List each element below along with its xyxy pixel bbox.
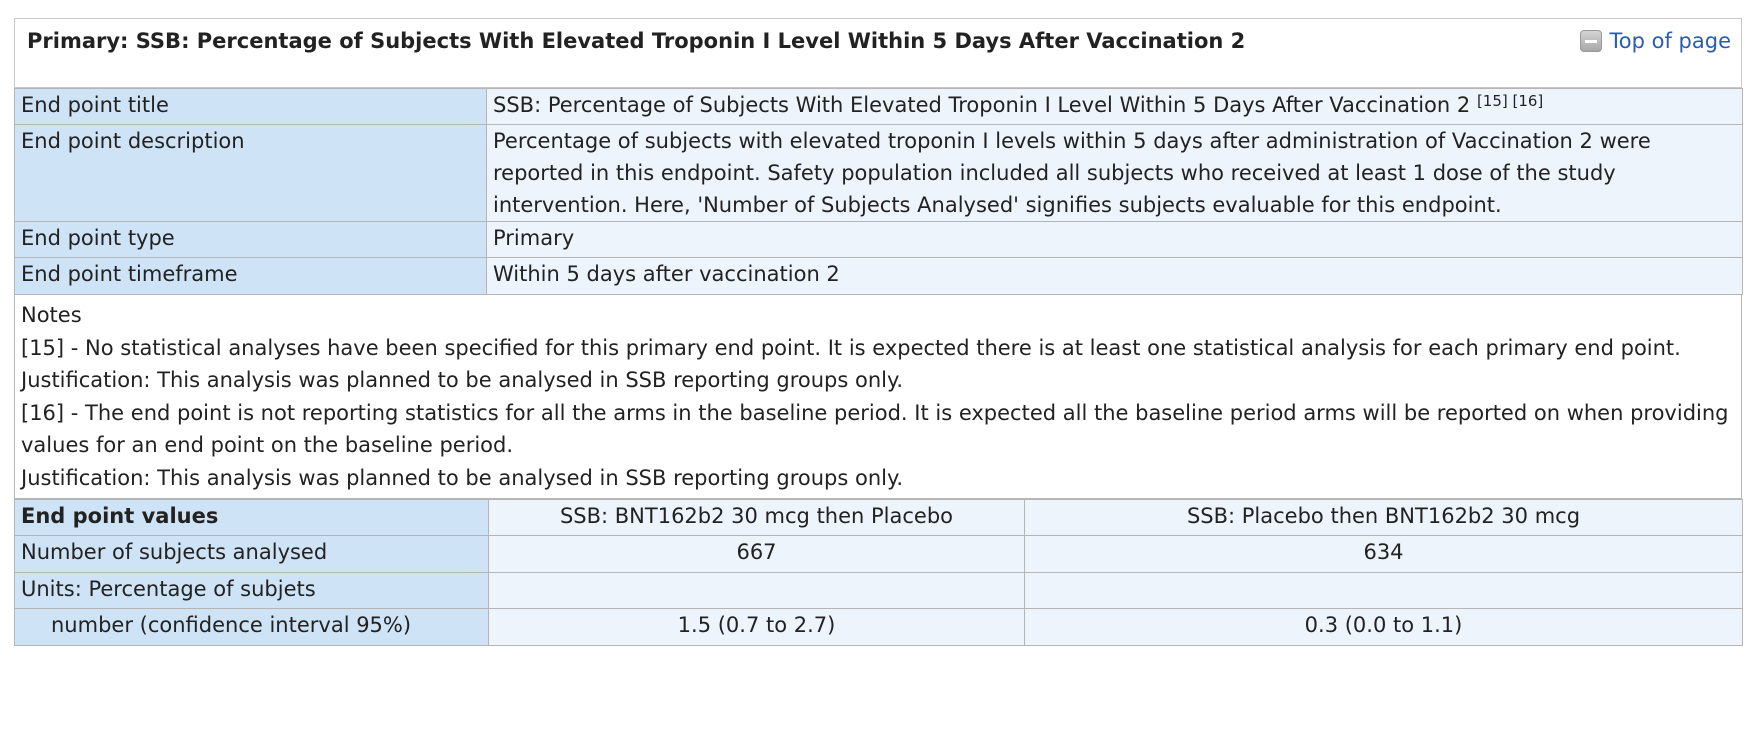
section-header — [14, 18, 1742, 88]
collapse-icon[interactable] — [1580, 30, 1602, 52]
endpoint-section — [14, 18, 1742, 646]
statistic-arm-2: 0.3 (0.0 to 1.1) — [1025, 609, 1743, 646]
description-value: Percentage of subjects with elevated troponin I levels within 5 days after administration of Vaccination 2 were reported in this endpoint. Safety population included all subjects who received at least 1 dose of the study intervention. Here, 'Number of Subjects Analysed' signifies subjects evaluable for this endpoint. — [487, 125, 1743, 222]
table-row — [15, 222, 1743, 258]
table-row — [15, 125, 1743, 222]
units-arm-1 — [489, 573, 1025, 609]
title-value-cell — [487, 89, 1743, 125]
column-header-arm-2: SSB: Placebo then BNT162b2 30 mcg — [1025, 500, 1743, 536]
type-label: End point type — [15, 222, 487, 258]
values-heading: End point values — [15, 500, 489, 536]
table-row — [15, 536, 1743, 573]
analysed-label: Number of subjects analysed — [15, 536, 489, 573]
timeframe-value: Within 5 days after vaccination 2 — [487, 258, 1743, 295]
units-arm-2 — [1025, 573, 1743, 609]
title-label: End point title — [15, 89, 487, 125]
note-16: [16] - The end point is not reporting statistics for all the arms in the baseline period. It is expected all the baseline period arms will be reported on when providing values for an end point on the baseline period. — [21, 400, 1729, 457]
note-15-justification: Justification: This analysis was planned to be analysed in SSB reporting groups only. — [21, 368, 904, 392]
title-refs: [15] [16] — [1476, 92, 1544, 110]
description-label: End point description — [15, 125, 487, 222]
column-header-arm-1: SSB: BNT162b2 30 mcg then Placebo — [489, 500, 1025, 536]
section-title: Primary: SSB: Percentage of Subjects With Elevated Troponin I Level Within 5 Days After Vaccination 2 — [27, 29, 1246, 53]
statistic-label: number (confidence interval 95%) — [15, 609, 489, 646]
table-row — [15, 258, 1743, 295]
timeframe-label: End point timeframe — [15, 258, 487, 295]
table-row — [15, 500, 1743, 536]
statistic-arm-1: 1.5 (0.7 to 2.7) — [489, 609, 1025, 646]
table-row — [15, 89, 1743, 125]
top-of-page-label[interactable]: Top of page — [1609, 29, 1731, 53]
units-label: Units: Percentage of subjets — [15, 573, 489, 609]
analysed-arm-2: 634 — [1025, 536, 1743, 573]
note-16-justification: Justification: This analysis was planned to be analysed in SSB reporting groups only. — [21, 465, 904, 490]
title-value: SSB: Percentage of Subjects With Elevated Troponin I Level Within 5 Days After Vaccination 2 — [493, 93, 1471, 117]
type-value: Primary — [487, 222, 1743, 258]
table-row — [15, 609, 1743, 646]
notes-block — [14, 295, 1742, 499]
analysed-arm-1: 667 — [489, 536, 1025, 573]
endpoint-details-table — [14, 88, 1743, 295]
top-of-page-link[interactable] — [1580, 29, 1731, 53]
table-row — [15, 573, 1743, 609]
endpoint-values-table — [14, 499, 1743, 646]
notes-heading: Notes — [21, 303, 82, 327]
note-15: [15] - No statistical analyses have been specified for this primary end point. It is expected there is at least one statistical analysis for each primary end point. — [21, 335, 1681, 360]
